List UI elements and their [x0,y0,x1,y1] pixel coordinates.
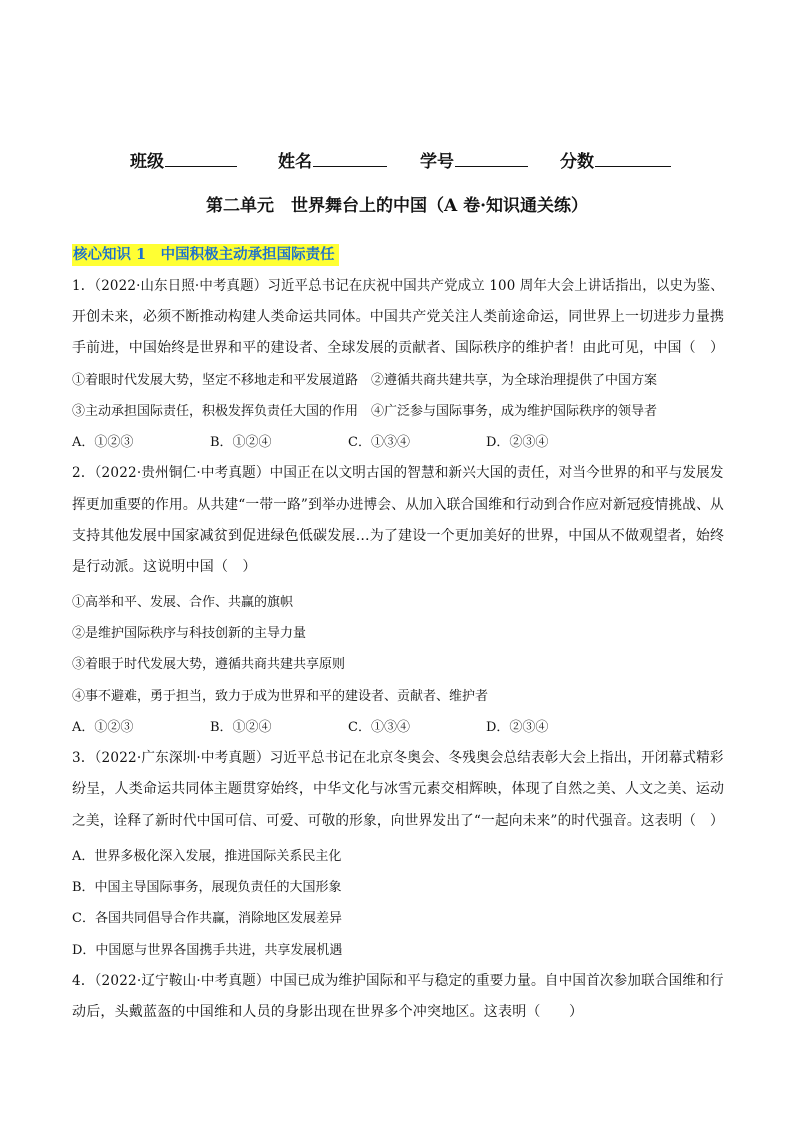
question-2-statement-4: ④事不避难，勇于担当，致力于成为世界和平的建设者、贡献者、维护者 [72,689,489,704]
question-2-line-4: 是行动派。这说明中国（ ） [72,559,257,575]
question-2-line-3: 支持其他发展中国家减贫到促进绿色低碳发展…为了建设一个更加美好的世界，中国从不做观望者，始终 [72,528,725,544]
class-label: 班级 [130,152,164,172]
student-info-header [0,147,794,171]
student-id-label: 学号 [420,152,454,172]
question-1-answer-c[interactable]: C．①③④ [348,435,410,450]
question-2-line-1: 2．（2022·贵州铜仁·中考真题）中国正在以文明古国的智慧和新兴大国的责任，对当今世界的和平与发展发 [72,465,724,481]
question-2-answer-d[interactable]: D．②③④ [486,720,549,735]
question-3-option-b[interactable]: B．中国主导国际事务，展现负责任的大国形象 [72,880,342,895]
student-id-field[interactable] [420,147,528,172]
question-3-line-1: 3．（2022·广东深圳·中考真题）习近平总书记在北京冬奥会、冬残奥会总结表彰大会上指出，开闭幕式精彩 [72,750,724,766]
class-blank[interactable] [165,149,237,167]
student-id-blank[interactable] [455,149,528,167]
question-3-line-3: 之美，诠释了新时代中国可信、可爱、可敬的形象，向世界发出了“一起向未来”的时代强音。这表明（ ） [72,813,724,829]
question-2-answer-a[interactable]: A．①②③ [72,720,134,735]
score-blank[interactable] [595,149,671,167]
question-1-line-3: 手前进，中国始终是世界和平的建设者、全球发展的贡献者、国际秩序的维护者！由此可见，中国（ ） [72,340,725,356]
question-1-line-2: 开创未来，必须不断推动构建人类命运共同体。中国共产党关注人类前途命运，同世界上一切进步力量携 [72,309,725,325]
question-3-option-a[interactable]: A．世界多极化深入发展，推进国际关系民主化 [72,849,342,864]
score-label: 分数 [560,152,594,172]
question-2-line-2: 挥更加重要的作用。从共建“一带一路”到举办进博会、从加入联合国维和行动到合作应对新冠疫情挑战、从 [72,497,724,513]
question-1-answer-b[interactable]: B．①②④ [210,435,272,450]
page-title: 第二单元 世界舞台上的中国（A 卷·知识通关练） [205,196,589,216]
question-1-statements-1: ①着眼时代发展大势，坚定不移地走和平发展道路 ②遵循共商共建共享，为全球治理提供了中国方案 [72,373,658,388]
name-field[interactable] [278,147,387,172]
question-4-line-1: 4．（2022·辽宁鞍山·中考真题）中国已成为维护国际和平与稳定的重要力量。自中国首次参加联合国维和行 [72,973,724,989]
question-1-line-1: 1．（2022·山东日照·中考真题）习近平总书记在庆祝中国共产党成立 100 周年大会上讲话指出，以史为鉴、 [72,278,724,294]
question-1-answer-a[interactable]: A．①②③ [72,435,134,450]
question-2-statement-3: ③着眼于时代发展大势，遵循共商共建共享原则 [72,657,346,672]
class-field[interactable] [130,147,237,172]
name-label: 姓名 [278,152,312,172]
question-2-statement-2: ②是维护国际秩序与科技创新的主导力量 [72,626,307,641]
score-field[interactable] [560,147,671,172]
question-2-statement-1: ①高举和平、发展、合作、共赢的旗帜 [72,595,294,610]
question-1-answer-d[interactable]: D．②③④ [486,435,549,450]
question-3-option-c[interactable]: C．各国共同倡导合作共赢，消除地区发展差异 [72,911,342,926]
question-2-answer-c[interactable]: C．①③④ [348,720,410,735]
question-3-option-d[interactable]: D．中国愿与世界各国携手共进，共享发展机遇 [72,943,343,958]
question-4-line-2: 动后，头戴蓝盔的中国维和人员的身影出现在世界多个冲突地区。这表明（ ） [72,1004,584,1020]
question-1-statements-2: ③主动承担国际责任，积极发挥负责任大国的作用 ④广泛参与国际事务，成为维护国际秩序的领导者 [72,404,658,419]
section-heading: 核心知识 1 中国积极主动承担国际责任 [72,244,339,266]
question-2-answer-b[interactable]: B．①②④ [210,720,272,735]
question-3-line-2: 纷呈，人类命运共同体主题贯穿始终，中华文化与冰雪元素交相辉映，体现了自然之美、人文之美、运动 [72,781,725,797]
name-blank[interactable] [313,149,387,167]
